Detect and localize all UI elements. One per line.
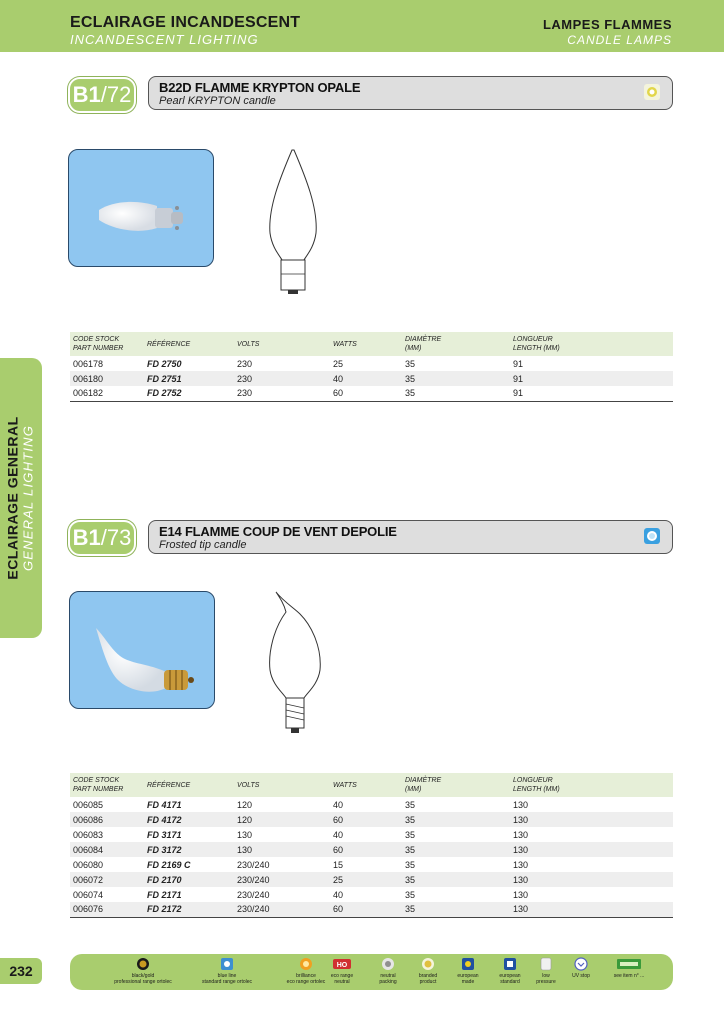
header-code: CODE STOCK PART NUMBER (70, 332, 144, 356)
european-standard-icon (503, 957, 517, 971)
header-length: LONGUEUR LENGTH (MM) (510, 332, 673, 356)
eco-range-icon (299, 957, 313, 971)
legend-item: HO eco range neutral (322, 957, 362, 985)
page-number: 232 (0, 958, 42, 984)
table-row: 006074 FD 2171 230/240 40 35 130 (73, 889, 529, 900)
table-row: 006080 FD 2169 C 230/240 15 35 130 (73, 859, 529, 870)
legend-item: european standard (490, 957, 530, 985)
side-tab-subtitle: GENERAL LIGHTING (20, 424, 36, 572)
european-made-icon (461, 957, 475, 971)
legend-item: brilliance eco range ortolec (266, 957, 346, 985)
header-code: CODE STOCK PART NUMBER (70, 773, 144, 797)
product-photo (69, 591, 215, 709)
side-tab-label (5, 416, 36, 579)
legend-item: neutral packing (368, 957, 408, 985)
header-reference: RÉFÉRENCE (144, 773, 234, 797)
table-row: 006178 FD 2750 230 25 35 91 (73, 358, 524, 369)
header-watts: WATTS (330, 773, 402, 797)
tip-candle-bulb-photo-icon (70, 592, 216, 710)
tip-candle-bulb-drawing-icon (260, 588, 330, 738)
table-row: 006076 FD 2172 230/240 60 35 130 (70, 902, 673, 917)
header-length: LONGUEUR LENGTH (MM) (510, 773, 673, 797)
header-section-title: LAMPES FLAMMES (542, 17, 672, 32)
branded-product-icon (421, 957, 435, 971)
section-code-main: B1 (72, 82, 101, 107)
professional-range-icon (136, 957, 150, 971)
legend-item: branded product (408, 957, 448, 985)
table-row: 006084 FD 3172 130 60 35 130 (70, 842, 673, 857)
header-diameter: DIAMÈTRE (MM) (402, 332, 510, 356)
section-title: B22D FLAMME KRYPTON OPALE (159, 80, 361, 95)
table-row: 006086 FD 4172 120 60 35 130 (70, 812, 673, 827)
section-subtitle: Pearl KRYPTON candle (159, 95, 276, 107)
page-header (0, 0, 724, 52)
neutral-packing-icon (381, 957, 395, 971)
table-row: 006182 FD 2752 230 60 35 91 (70, 386, 673, 401)
header-category-title: ECLAIRAGE INCANDESCENT (70, 14, 301, 31)
uv-stop-icon (574, 957, 588, 971)
legend-item: blue line standard range ortolec (188, 957, 266, 985)
see-item-icon (617, 957, 641, 971)
header-section-subtitle: CANDLE LAMPS (567, 33, 672, 47)
section-code-main: B1 (72, 525, 101, 550)
table-row: 006180 FD 2751 230 40 35 91 (70, 371, 673, 386)
legend-item: see item n° ... (604, 957, 654, 979)
section-title-box (148, 520, 673, 554)
header-category-subtitle: INCANDESCENT LIGHTING (70, 32, 259, 47)
header-reference: RÉFÉRENCE (144, 332, 234, 356)
section-code-badge (68, 520, 136, 556)
low-pressure-icon (539, 957, 553, 971)
section-title-box (148, 76, 673, 110)
side-tab-title: ECLAIRAGE GENERAL (4, 416, 21, 580)
table-row: 006072 FD 2170 230/240 25 35 130 (70, 872, 673, 887)
svg-text:HO: HO (336, 962, 348, 969)
legend-bar (70, 954, 673, 990)
candle-bulb-photo-icon (69, 150, 215, 268)
header-watts: WATTS (330, 332, 402, 356)
section-code-sub: /72 (100, 82, 132, 107)
section-code-badge (68, 77, 136, 113)
standard-range-icon (220, 957, 234, 971)
table-row: 006083 FD 3171 130 40 35 130 (73, 829, 529, 840)
frosted-finish-icon (644, 528, 660, 544)
section-title: E14 FLAMME COUP DE VENT DEPOLIE (159, 524, 397, 539)
product-table (70, 773, 673, 918)
header-volts: VOLTS (234, 332, 330, 356)
candle-bulb-drawing-icon (258, 148, 328, 298)
eco-neutral-icon (333, 957, 351, 971)
table-row: 006085 FD 4171 120 40 35 130 (73, 799, 529, 810)
product-table (70, 332, 673, 402)
section-code-sub: /73 (100, 525, 132, 550)
header-volts: VOLTS (234, 773, 330, 797)
header-diameter: DIAMÈTRE (MM) (402, 773, 510, 797)
legend-item: UV stop (566, 957, 596, 979)
legend-item: low pressure (528, 957, 564, 985)
section-subtitle: Frosted tip candle (159, 539, 247, 551)
legend-item: european made (448, 957, 488, 985)
product-photo (68, 149, 214, 267)
opal-finish-icon (644, 84, 660, 100)
legend-item: black/gold professional range ortolec (98, 957, 188, 985)
